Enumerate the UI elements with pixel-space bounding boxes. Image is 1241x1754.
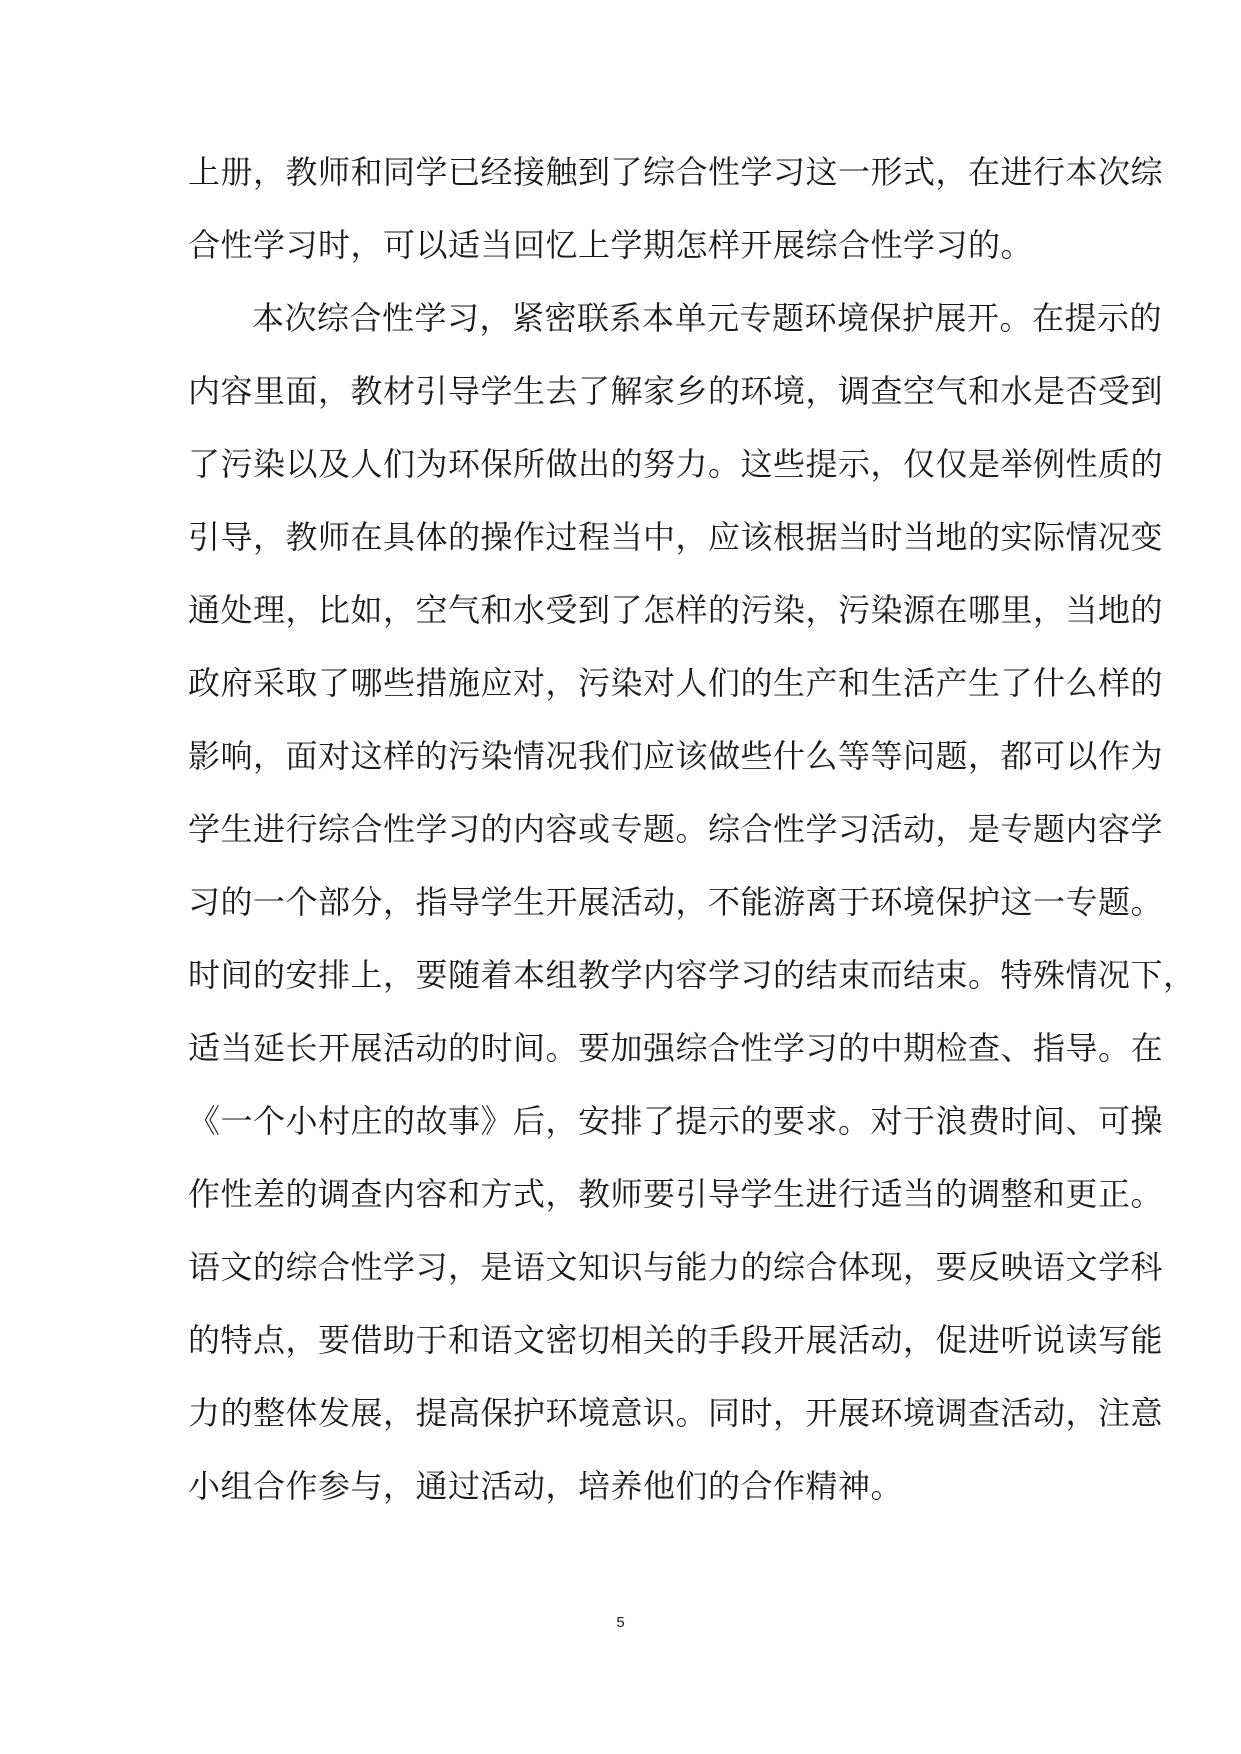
text-line: 通处理，比如，空气和水受到了怎样的污染，污染源在哪里，当地的 (188, 591, 1164, 629)
text-line: 适当延长开展活动的时间。要加强综合性学习的中期检查、指导。在 (188, 1029, 1164, 1067)
text-line: 政府采取了哪些措施应对，污染对人们的生产和生活产生了什么样的 (188, 664, 1164, 702)
text-line: 力的整体发展，提高保护环境意识。同时，开展环境调查活动，注意 (188, 1394, 1164, 1432)
text-line: 语文的综合性学习，是语文知识与能力的综合体现，要反映语文学科 (188, 1248, 1164, 1286)
body-text (188, 136, 1196, 1523)
text-line: 合性学习时，可以适当回忆上学期怎样开展综合性学习的。 (188, 226, 1034, 264)
text-line: 了污染以及人们为环保所做出的努力。这些提示，仅仅是举例性质的 (188, 445, 1164, 483)
page-number: 5 (616, 1614, 625, 1631)
text-line: 内容里面，教材引导学生去了解家乡的环境，调查空气和水是否受到 (188, 372, 1164, 410)
text-line: 作性差的调查内容和方式，教师要引导学生进行适当的调整和更正。 (188, 1175, 1164, 1213)
text-line: 《一个小村庄的故事》后，安排了提示的要求。对于浪费时间、可操 (188, 1102, 1164, 1140)
text-line: 学生进行综合性学习的内容或专题。综合性学习活动，是专题内容学 (188, 810, 1164, 848)
text-line: 时间的安排上，要随着本组教学内容学习的结束而结束。特殊情况下， (188, 956, 1196, 994)
text-line: 小组合作参与，通过活动，培养他们的合作精神。 (188, 1467, 904, 1505)
text-line: 本次综合性学习，紧密联系本单元专题环境保护展开。在提示的 (252, 299, 1163, 337)
text-line: 的特点，要借助于和语文密切相关的手段开展活动，促进听说读写能 (188, 1321, 1164, 1359)
text-line: 上册，教师和同学已经接触到了综合性学习这一形式，在进行本次综 (188, 153, 1164, 191)
text-line: 影响，面对这样的污染情况我们应该做些什么等等问题，都可以作为 (188, 737, 1164, 775)
text-line: 习的一个部分，指导学生开展活动，不能游离于环境保护这一专题。 (188, 883, 1164, 921)
text-line: 引导，教师在具体的操作过程当中，应该根据当时当地的实际情况变 (188, 518, 1164, 556)
